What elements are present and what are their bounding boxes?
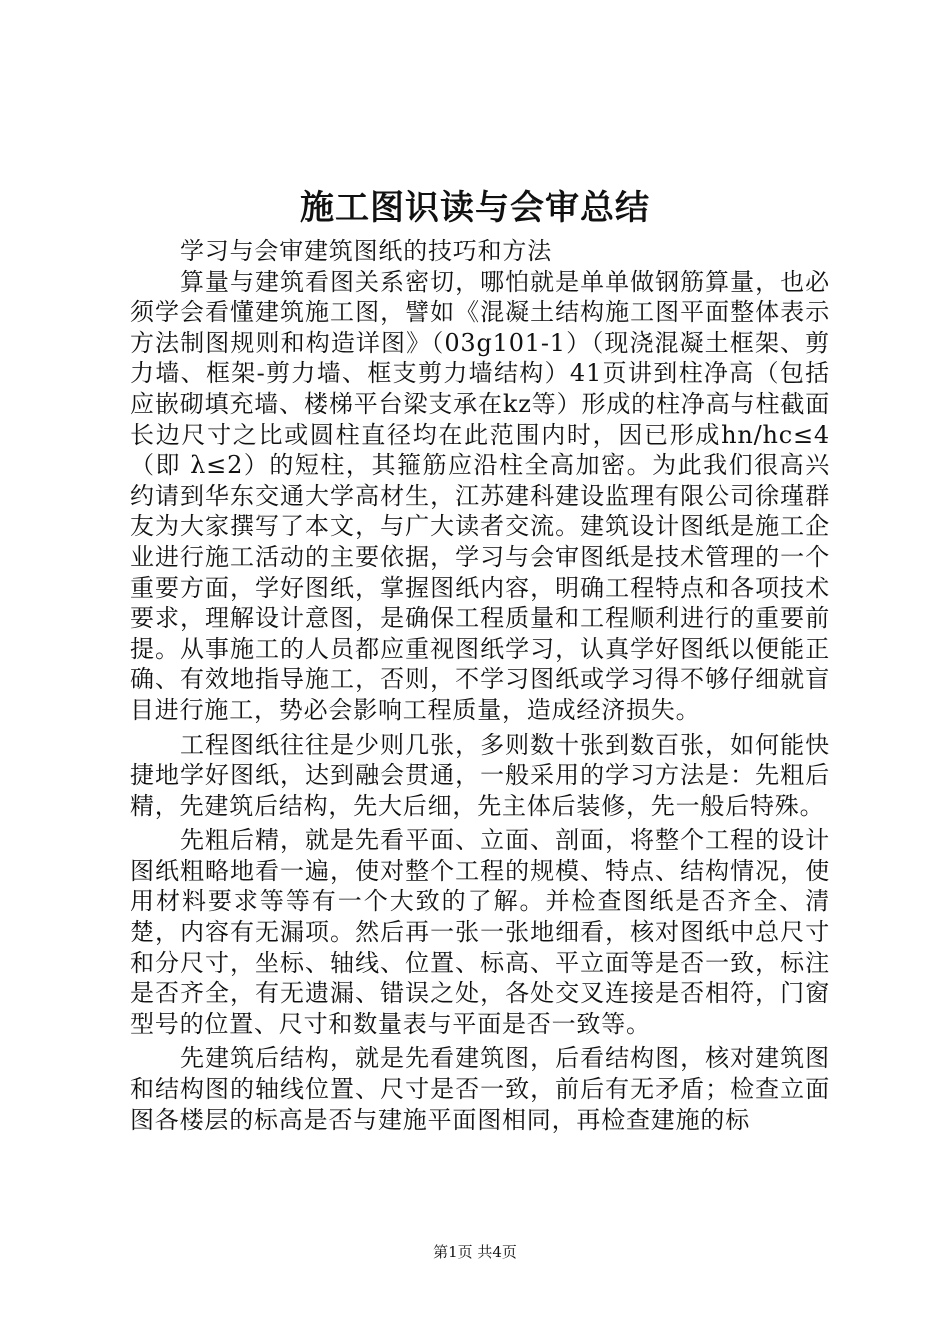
- page-number-footer: 第1页 共4页: [433, 1243, 517, 1261]
- paragraph-architecture-then-structure: 先建筑后结构，就是先看建筑图，后看结构图，核对建筑图和结构图的轴线位置、尺寸是否一致，前后有无矛盾；检查立面图各楼层的标高是否与建施平面图相同，再检查建施的标: [130, 1044, 830, 1134]
- paragraph-introduction: 算量与建筑看图关系密切，哪怕就是单单做钢筋算量，也必须学会看懂建筑施工图，譬如《混凝土结构施工图平面整体表示方法制图规则和构造详图》（03g101-1）（现浇混凝土框架、剪力墙、框架-剪力墙、框支剪力墙结构）41页讲到柱净高（包括应嵌砌填充墙、楼梯平台梁支承在kz等）形成的柱净高与柱截面长边尺寸之比或圆柱直径均在此范围内时，因已形成hn/hc≤4（即 λ≤2）的短柱，其箍筋应沿柱全高加密。为此我们很高兴约请到华东交通大学高材生，江苏建科建设监理有限公司徐瑾群友为大家撰写了本文，与广大读者交流。建筑设计图纸是施工企业进行施工活动的主要依据，学习与会审图纸是技术管理的一个重要方面，学好图纸，掌握图纸内容，明确工程特点和各项技术要求，理解设计意图，是确保工程质量和工程顺利进行的重要前提。从事施工的人员都应重视图纸学习，认真学好图纸以便能正确、有效地指导施工，否则，不学习图纸或学习得不够仔细就盲目进行施工，势必会影响工程质量，造成经济损失。: [130, 267, 830, 724]
- paragraph-subtitle: 学习与会审建筑图纸的技巧和方法: [180, 237, 552, 265]
- document-body: [130, 236, 830, 1135]
- paragraph-study-method: 工程图纸往往是少则几张，多则数十张到数百张，如何能快捷地学好图纸，达到融会贯通，一般采用的学习方法是：先粗后精，先建筑后结构，先大后细，先主体后装修，先一般后特殊。: [130, 730, 830, 820]
- document-title: 施工图识读与会审总结: [300, 188, 650, 228]
- paragraph-rough-then-fine: 先粗后精，就是先看平面、立面、剖面，将整个工程的设计图纸粗略地看一遍，使对整个工程的规模、特点、结构情况，使用材料要求等等有一个大致的了解。并检查图纸是否齐全、清楚，内容有无漏项。然后再一张一张地细看，核对图纸中总尺寸和分尺寸，坐标、轴线、位置、标高、平立面等是否一致，标注是否齐全，有无遗漏、错误之处，各处交叉连接是否相符，门窗型号的位置、尺寸和数量表与平面是否一致等。: [130, 826, 830, 1038]
